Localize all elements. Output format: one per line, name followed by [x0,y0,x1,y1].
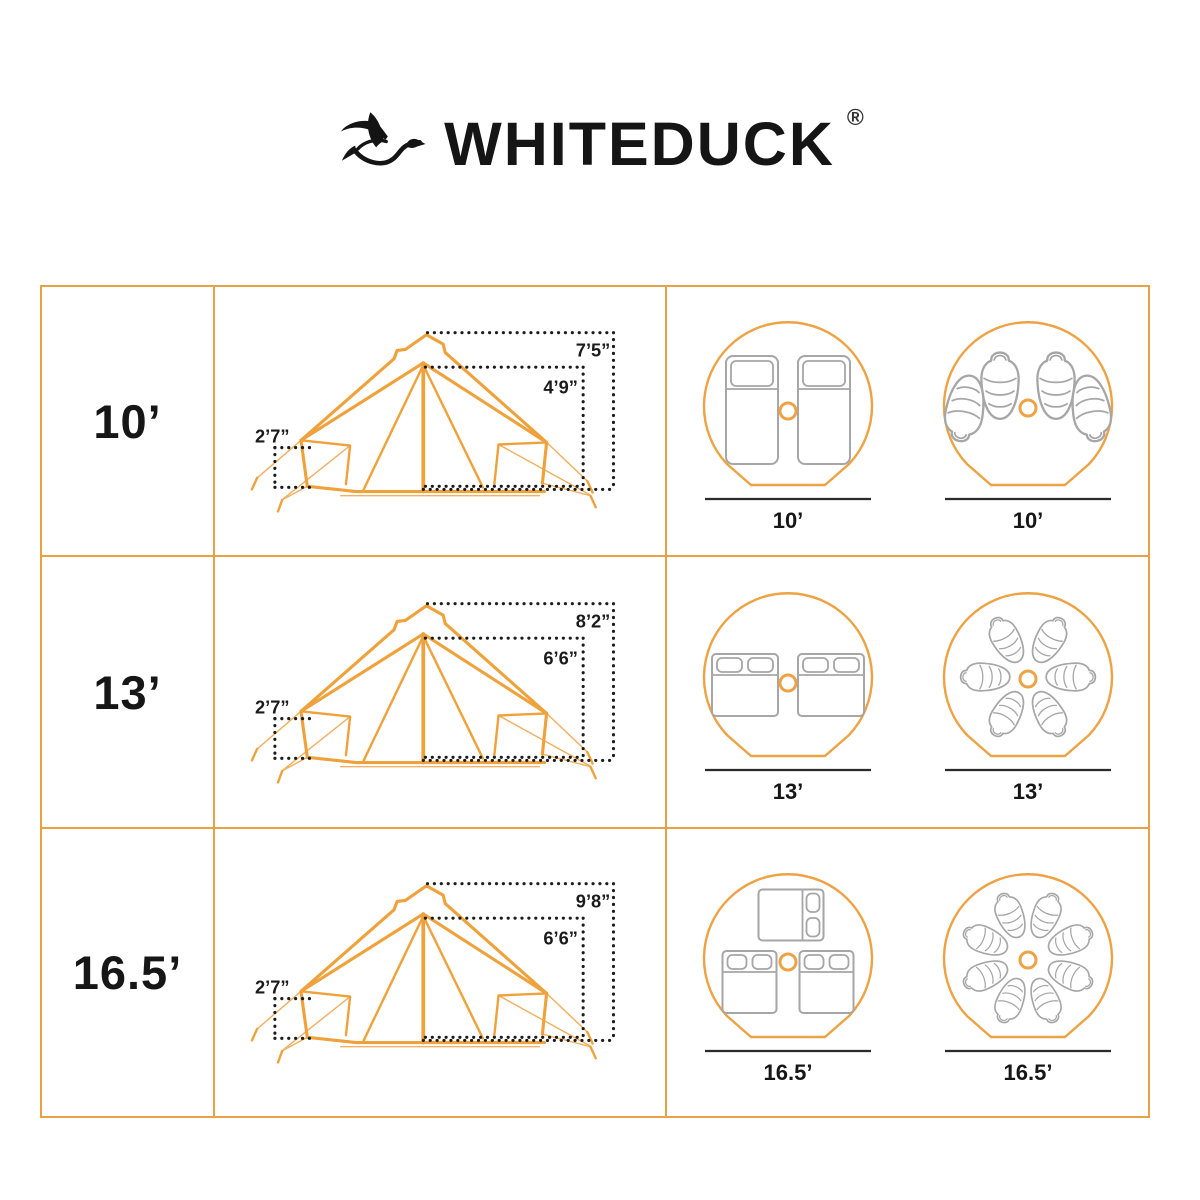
dim-label-wall-height: 2’7” [254,424,290,446]
tent-stake-icon [252,1029,257,1040]
mattress-plan-diagram [668,838,908,1108]
diameter-label: 10’ [772,508,803,533]
sleeping-bag-plan-diagram [908,557,1148,827]
tent-side-view-diagram [241,317,639,526]
diameter-label: 13’ [772,779,803,804]
dim-label-inner-height: 6’6” [543,927,578,949]
sleeping-bag-floor-plan [908,286,1148,556]
sleeping-bag-plan-diagram [908,286,1148,556]
tent-stake-icon [252,477,257,488]
brand-logo [0,102,1200,186]
tent-diagram-cell [215,557,667,829]
brand-name: WHITEDUCK [444,109,835,178]
tent-stake-icon [590,1047,595,1058]
mattress-plan-diagram [668,286,908,556]
tent-size-comparison-table [40,285,1150,1118]
tent-diagram-cell [215,287,667,557]
tent-stake-icon [590,495,595,506]
sleeping-bag-floor-plan [908,557,1148,827]
diameter-label: 10’ [1012,508,1043,533]
tent-size-label: 16.5’ [72,946,183,999]
mattress-floor-plan [668,557,908,827]
tent-size-label: 13’ [93,665,162,719]
floor-plans-cell [667,557,1148,829]
tent-side-view-diagram [241,588,639,797]
dim-label-wall-height: 2’7” [254,976,290,998]
diameter-label: 16.5’ [1003,1059,1052,1085]
diameter-label: 16.5’ [763,1059,812,1085]
dim-label-outer-height: 7’5” [575,339,611,361]
tent-stake-icon [590,766,595,777]
tent-stake-icon [278,499,282,510]
diameter-label: 13’ [1012,779,1043,804]
tent-diagram-cell [215,829,667,1116]
mattress-plan-diagram [668,557,908,827]
dim-label-outer-height: 9’8” [575,890,611,912]
mattress-floor-plan [668,838,908,1108]
dim-label-outer-height: 8’2” [575,610,611,632]
duck-logo-icon [336,102,428,186]
mattress-floor-plan [668,286,908,556]
floor-plans-cell [667,287,1148,557]
floor-plans-cell [667,829,1148,1116]
tent-side-view-diagram [241,868,639,1077]
sleeping-bag-floor-plan [908,838,1148,1108]
dim-label-inner-height: 6’6” [543,646,578,668]
size-label-cell [42,287,215,557]
dim-label-wall-height: 2’7” [254,695,290,717]
tent-stake-icon [252,748,257,759]
tent-stake-icon [278,770,282,781]
registered-trademark-icon: ® [846,104,864,130]
sleeping-bag-plan-diagram [908,838,1148,1108]
size-label-cell [42,829,215,1116]
size-label-cell [42,557,215,829]
tent-stake-icon [278,1051,282,1062]
dim-label-inner-height: 4’9” [543,375,578,397]
tent-size-label: 10’ [93,394,162,448]
